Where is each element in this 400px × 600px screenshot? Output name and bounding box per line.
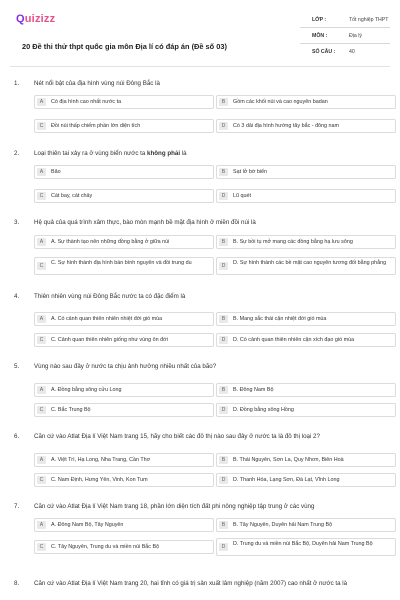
option-letter: C [37,262,46,270]
option-text: Gồm các khối núi và cao nguyên badan [233,99,328,105]
option-b[interactable] [216,312,396,326]
option-c[interactable] [34,189,214,203]
option-letter: B [219,456,228,464]
option-text: C. Sự hình thành địa hình bán bình nguyên và đồi trung du [51,260,192,266]
option-c[interactable] [34,473,214,487]
question-number: 4. [14,293,20,300]
option-a[interactable] [34,518,214,532]
option-letter: D [219,336,228,344]
option-text: Cát bay, cát chảy [51,193,93,199]
option-letter: A [37,386,46,394]
option-letter: A [37,315,46,323]
option-text: Có 3 dải địa hình hướng tây bắc - đông nam [233,123,340,129]
option-d[interactable] [216,119,396,133]
option-b[interactable] [216,95,396,109]
option-text: B. Mang sắc thái cận nhiệt đới gió mùa [233,316,327,322]
option-a[interactable] [34,165,214,179]
option-letter: A [37,168,46,176]
option-text: Có địa hình cao nhất nước ta [51,99,122,105]
question-number: 8. [14,580,20,587]
option-c[interactable] [34,257,214,275]
meta-value: Địa lý [349,33,362,39]
meta-table [300,12,390,59]
option-letter: B [219,386,228,394]
option-c[interactable] [34,333,214,347]
question-number: 6. [14,433,20,440]
option-b[interactable] [216,165,396,179]
option-letter: D [219,543,228,551]
question-number: 2. [14,150,20,157]
option-d[interactable] [216,189,396,203]
option-letter: D [219,122,228,130]
option-d[interactable] [216,333,396,347]
option-letter: D [219,192,228,200]
meta-value: Tốt nghiệp THPT [349,17,389,23]
question-text: Hệ quả của quá trình xâm thực, bào mòn mạnh bề mặt địa hình ở miền đồi núi là [34,219,256,226]
option-text: A. Sự thành tạo nên những đồng bằng ở giữa núi [51,239,170,245]
option-letter: D [219,262,228,270]
option-text: B. Tây Nguyên, Duyên hải Nam Trung Bộ [233,522,333,528]
option-letter: D [219,476,228,484]
option-text: C. Cảnh quan thiên nhiên giống như vùng ôn đới [51,337,168,343]
option-text: D. Trung du và miền núi Bắc Bộ, Duyên hải Nam Trung Bộ [233,541,373,547]
meta-row-class [300,12,390,28]
option-text: A. Đồng bằng sông cửu Long [51,387,122,393]
option-letter: A [37,98,46,106]
meta-row-count [300,44,390,59]
question-number: 3. [14,219,20,226]
question-text: Loại thiên tai xảy ra ở vùng biển nước ta không phải là [34,150,187,157]
option-text: C. Bắc Trung Bộ [51,407,91,413]
question-number: 7. [14,503,20,510]
option-text: C. Tây Nguyên, Trung du và miền núi Bắc Bộ [51,544,160,550]
option-text: C. Nam Định, Hưng Yên, Vinh, Kon Tum [51,477,148,483]
option-text: B. Thái Nguyên, Sơn La, Quy Nhơn, Biên Hoà [233,457,344,463]
question-text: Thiên nhiên vùng núi Đông Bắc nước ta có đặc điểm là [34,293,186,300]
option-text: B. Sự bồi tụ mở mang các đồng bằng hạ lưu sông [233,239,353,245]
quizizz-logo: Quizizz [16,13,56,25]
option-text: Lũ quét [233,193,251,199]
option-text: Sạt lở bờ biển [233,169,268,175]
option-text: A. Có cảnh quan thiên nhiên nhiệt đới gió mùa [51,316,163,322]
meta-key: SỐ CÂU : [312,49,336,55]
option-c[interactable] [34,540,214,554]
option-letter: A [37,238,46,246]
option-letter: C [37,122,46,130]
option-a[interactable] [34,383,214,397]
question-number: 1. [14,80,20,87]
header-divider [10,66,390,67]
option-letter: C [37,476,46,484]
option-letter: A [37,456,46,464]
question-text: Căn cứ vào Atlat Địa lí Việt Nam trang 15, hãy cho biết các đô thị nào sau đây ở nước ta là đô thị loại 2? [34,433,320,440]
option-a[interactable] [34,95,214,109]
option-a[interactable] [34,453,214,467]
question-emphasis: không phải [147,150,181,157]
question-text: Vùng nào sau đây ở nước ta chịu ảnh hưởng nhiều nhất của bão? [34,363,217,370]
option-text: B. Đông Nam Bộ [233,387,274,393]
meta-value: 40 [349,49,355,55]
option-letter: C [37,406,46,414]
option-text: D. Thanh Hóa, Lạng Sơn, Đà Lạt, Vĩnh Long [233,477,340,483]
option-text: D. Đồng bằng sông Hồng [233,407,294,413]
question-text: Căn cứ vào Atlat Địa lí Việt Nam trang 18, phần lớn diện tích đất phi nông nghiệp tập trung ở các vùng [34,503,315,510]
option-text: A. Đông Nam Bộ, Tây Nguyên [51,522,124,528]
option-letter: B [219,168,228,176]
option-c[interactable] [34,403,214,417]
option-c[interactable] [34,119,214,133]
option-a[interactable] [34,235,214,249]
option-letter: B [219,98,228,106]
option-letter: C [37,543,46,551]
question-number: 5. [14,363,20,370]
option-letter: D [219,406,228,414]
document-title: 20 Đề thi thử thpt quốc gia môn Địa lí có đáp án (Đề số 03) [22,42,227,51]
option-d[interactable] [216,403,396,417]
option-a[interactable] [34,312,214,326]
option-d[interactable] [216,257,396,275]
question-text: Nét nổi bật của địa hình vùng núi Đông Bắc là [34,80,160,87]
worksheet-header [10,8,390,64]
option-letter: B [219,521,228,529]
option-b[interactable] [216,518,396,532]
meta-row-subject [300,28,390,44]
option-letter: B [219,238,228,246]
option-text: Bão [51,169,61,175]
option-d[interactable] [216,473,396,487]
option-letter: B [219,315,228,323]
option-letter: C [37,336,46,344]
option-text: Đồi núi thấp chiếm phần lớn diện tích [51,123,141,129]
option-text: A. Việt Trì, Hạ Long, Nha Trang, Cần Thơ [51,457,151,463]
meta-key: LỚP : [312,17,327,23]
option-text: D. Có cảnh quan thiên nhiên cận xích đạo gió mùa [233,337,355,343]
option-b[interactable] [216,235,396,249]
option-d[interactable] [216,538,396,556]
question-text: Căn cứ vào Atlat Địa lí Việt Nam trang 20, hai tỉnh có giá trị sản xuất lâm nghiệp (năm 2007) cao nhất ở nước ta là [34,580,348,587]
option-text: D. Sự hình thành các bề mặt cao nguyên tương đối bằng phẳng [233,260,387,266]
option-letter: C [37,192,46,200]
option-letter: A [37,521,46,529]
option-b[interactable] [216,453,396,467]
option-b[interactable] [216,383,396,397]
meta-key: MÔN : [312,33,328,39]
